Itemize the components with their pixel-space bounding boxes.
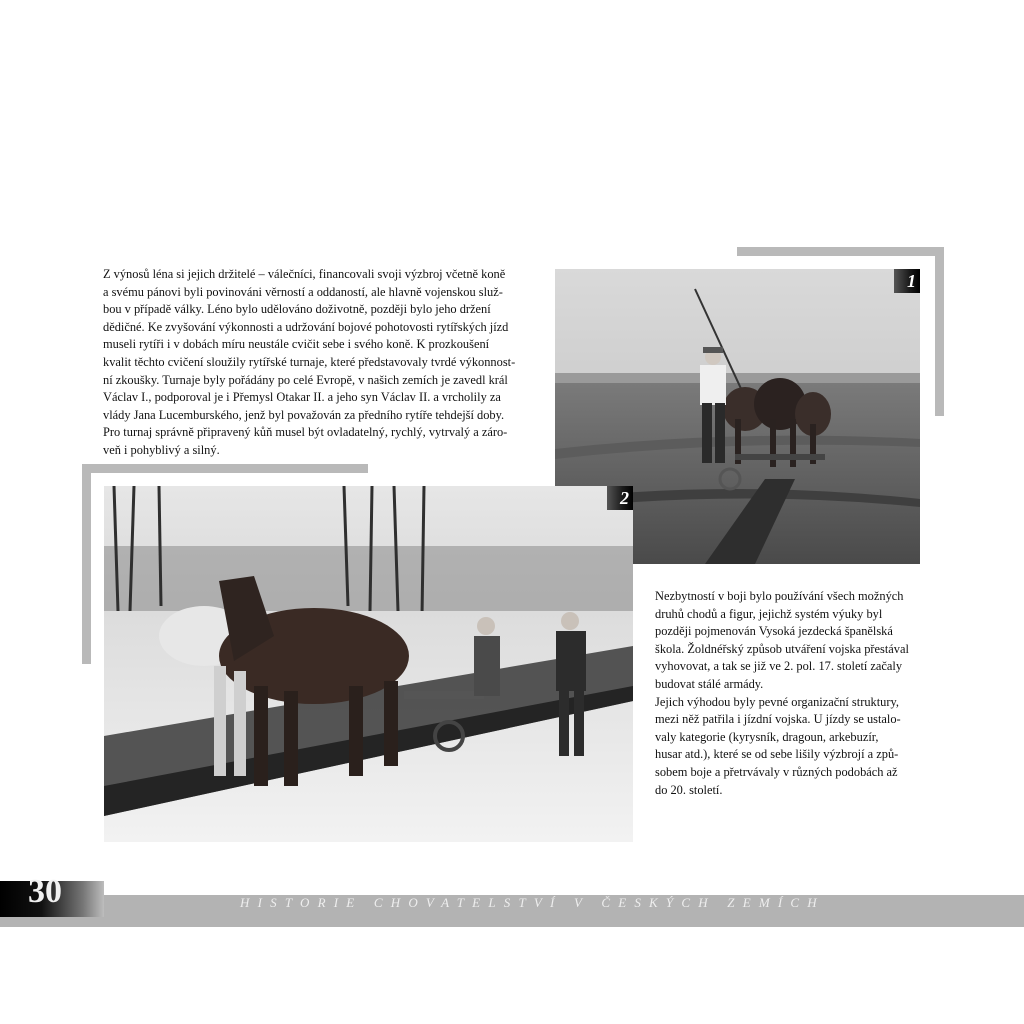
photo-horses-snowy-field-image — [104, 486, 633, 842]
photo-horses-snowy-field — [104, 486, 633, 842]
photo1-frame-right — [935, 247, 944, 416]
photo2-frame-left — [82, 464, 91, 664]
page-number: 30 — [28, 873, 62, 910]
photo2-number-badge: 2 — [607, 486, 633, 510]
photo1-frame-top — [737, 247, 944, 256]
running-title: HISTORIE CHOVATELSTVÍ V ČESKÝCH ZEMÍCH — [240, 895, 825, 910]
photo2-frame-top — [82, 464, 368, 473]
body-text-right: Nezbytností v boji bylo používání všech možných druhů chodů a figur, jejichž systém výuky byl později pojmenován Vysoká jezdecká španělská škola. Žoldnéřský způsob utváření vojska přestával vyhovovat, a tak se již ve 2. pol. 17. století začaly budovat stálé armády. Jejich výhodou byly pevné organizační struktury, mezi něž patřila i jízdní vojska. U jízdy se ustalo- valy kategorie (kyrysník, dragoun, arkebuzír, husar atd.), které se od sebe lišily výzbrojí a způ- sobem boje a přetrvávaly v různých podobách až do 20. století. — [655, 589, 909, 797]
body-text-left: Z výnosů léna si jejich držitelé – válečníci, financovali svoji výzbroj včetně koně a svému pánovi byli povinováni věrností a oddaností, ale hlavně vojenskou služ- bou v případě války. Léno bylo udělováno doživotně, později bylo jeho držení dědičné. Ke zvyšování výkonnosti a udržování bojové pohotovosti rytířských jízd museli rytíři i v dobách míru neustále cvičit sebe i svého koně. K prozkoušení kvalit těchto cvičení sloužily rytířské turnaje, které představovaly tvrdé výkonnost- ní zkoušky. Turnaje byly pořádány po celé Evropě, v našich zemích je zavedl král Václav I., podporoval je i Přemysl Otakar II. a jeho syn Václav II. a vrcholily za vlády Jana Lucemburského, jenž byl považován za předního rytíře tehdejší doby. Pro turnaj správně připravený kůň musel být ovladatelný, rychlý, vytrvalý a záro- veň i pohyblivý a silný. — [103, 267, 516, 457]
photo1-number-badge: 1 — [894, 269, 920, 293]
